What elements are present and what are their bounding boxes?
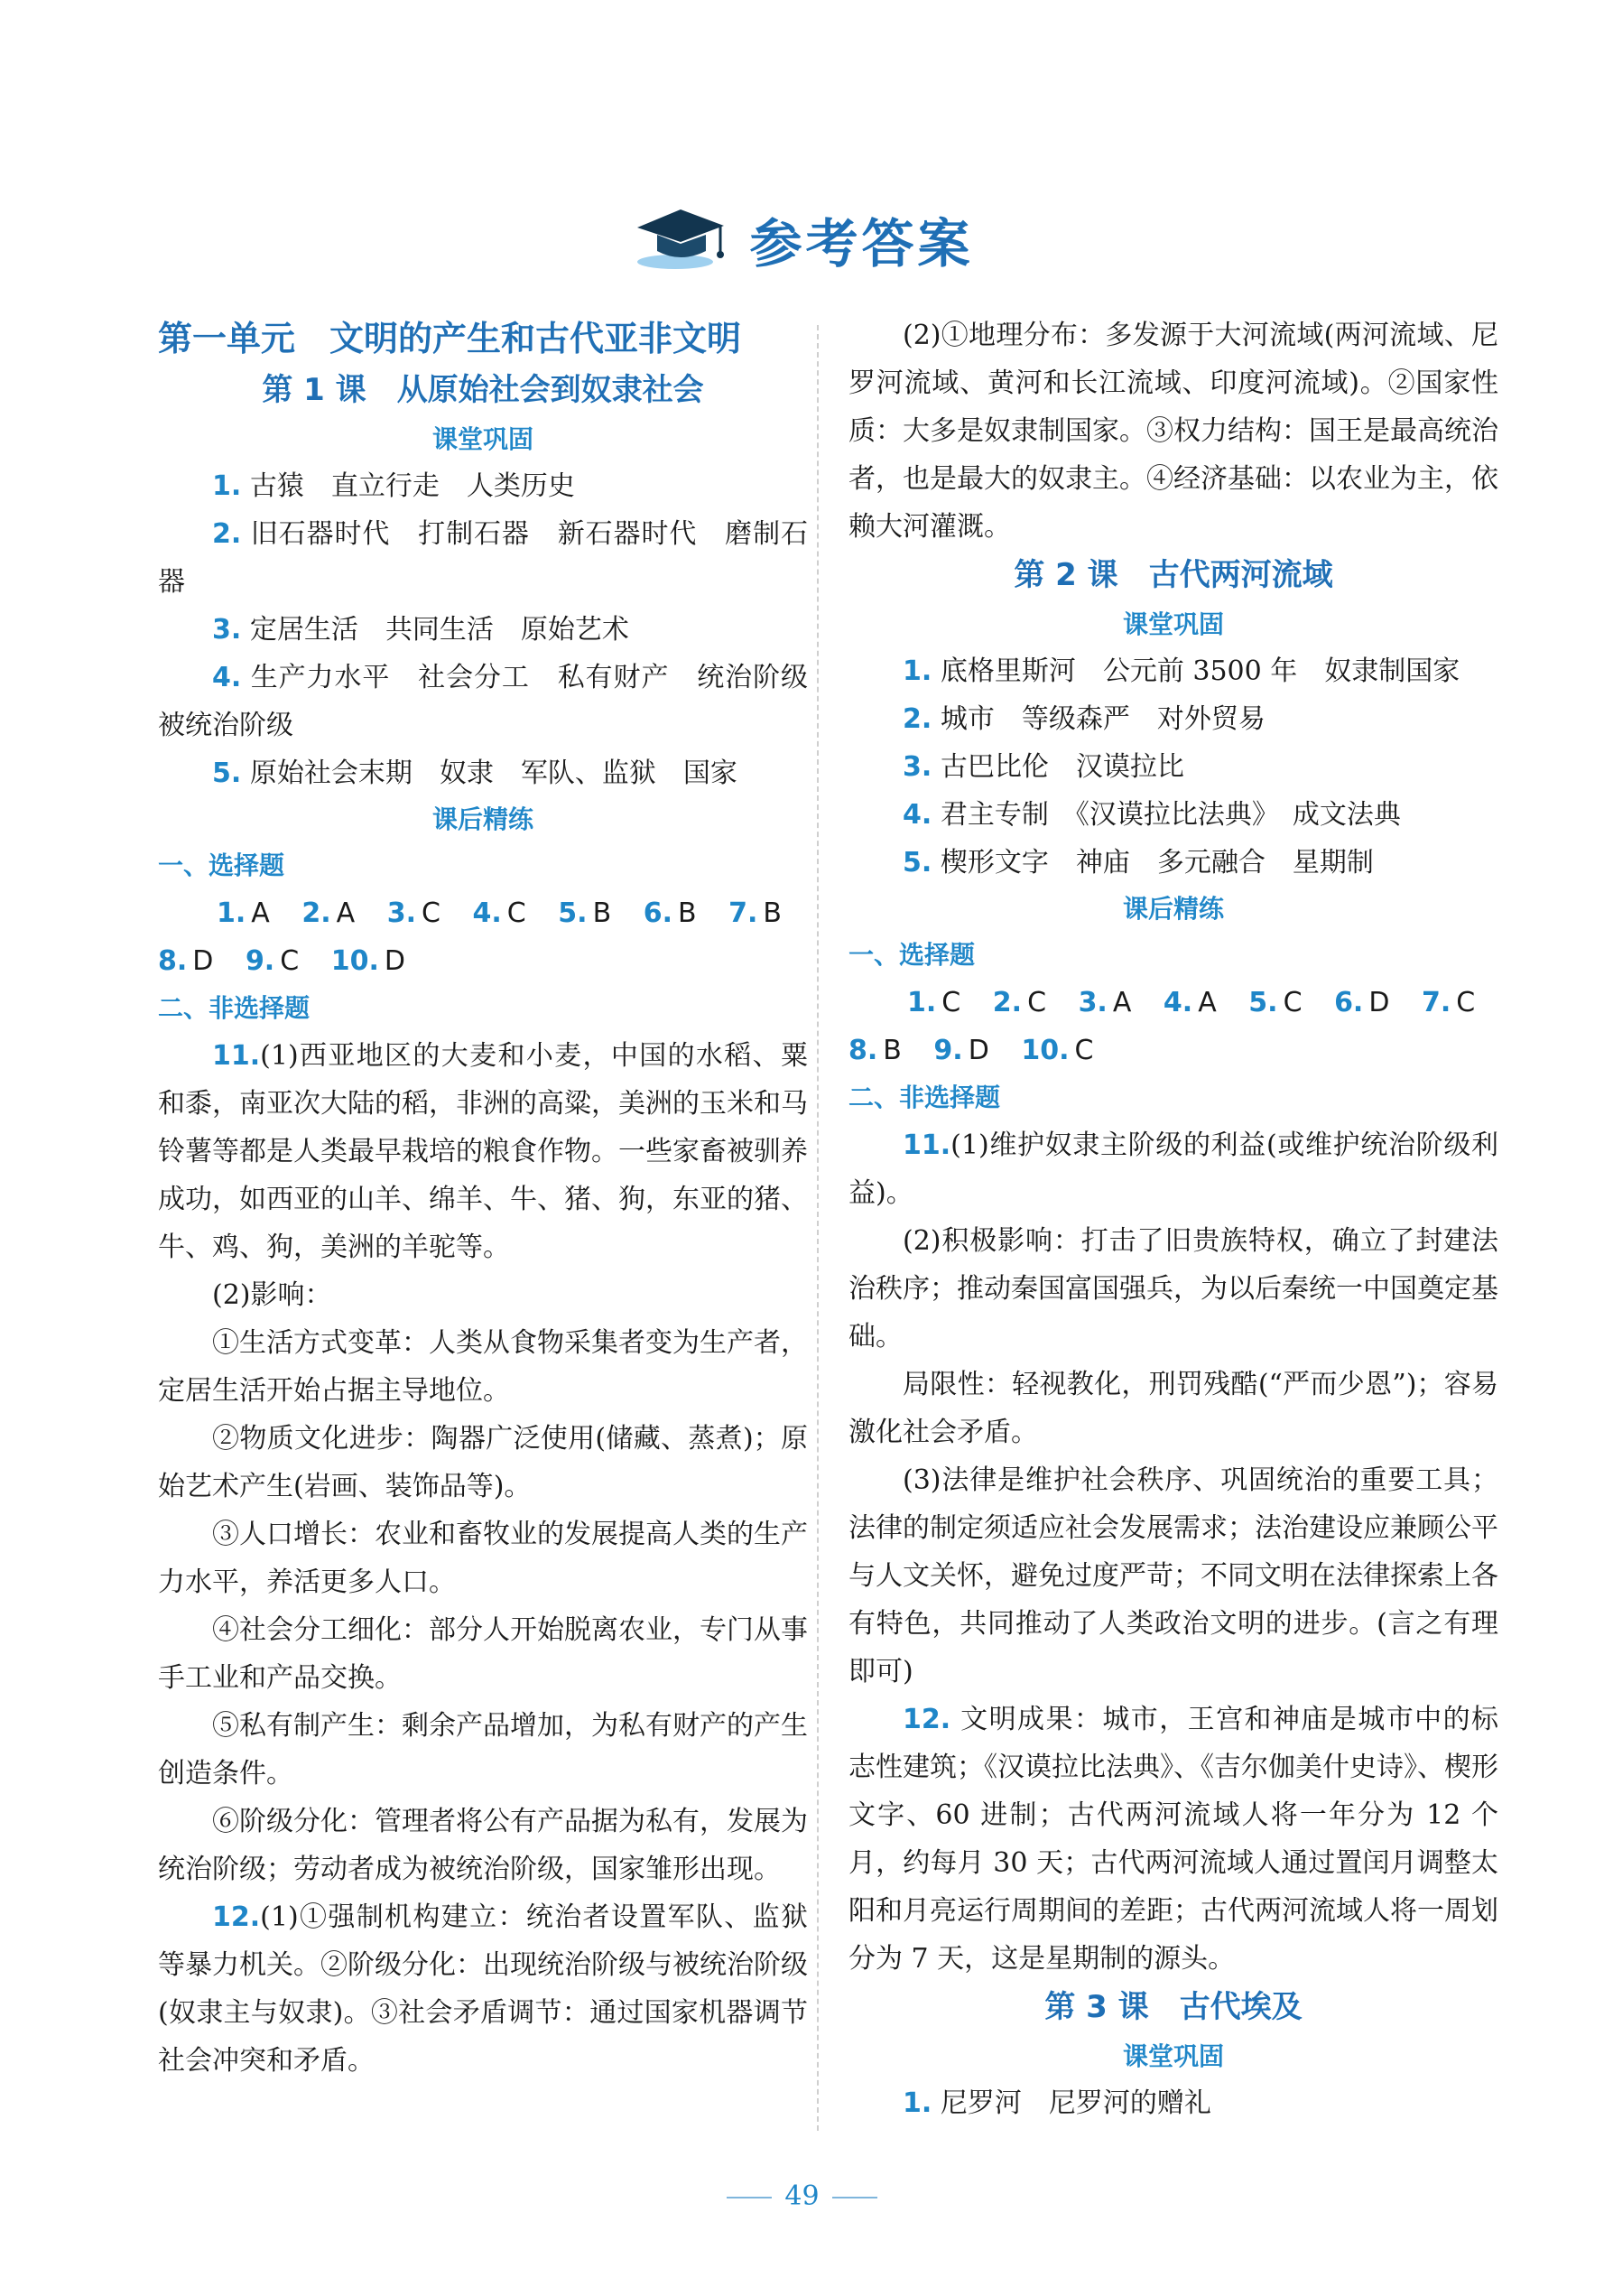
- section-subtitle: 课堂巩固: [1122, 2041, 1224, 2071]
- mc-answers-row: [158, 889, 808, 937]
- lesson-title: 第 2 课 古代两河流域: [1014, 557, 1333, 593]
- answer-paragraph: 12. 文明成果：城市，王宫和神庙是城市中的标志性建筑；《汉谟拉比法典》、《吉尔伽美什史诗》、楔形文字、60 进制；古代两河流域人将一年分为 12 个月，约每月 30 天；古代两河流域人通过置闰月调整太阳和月亮运行周期间的差距；古代两河流域人将一周划分为 7 天，这是星期制的源头。: [848, 1704, 1499, 1975]
- section-heading: 一、选择题: [158, 851, 285, 880]
- answer-paragraph: ⑥阶级分化：管理者将公有产品据为私有，发展为统治阶级；劳动者成为被统治阶级，国家雏形出现。: [158, 1806, 808, 1885]
- list-item: 2. 旧石器时代 打制石器 新石器时代 磨制石器: [158, 518, 808, 598]
- answer-paragraph: ⑤私有制产生：剩余产品增加，为私有财产的产生创造条件。: [158, 1710, 808, 1789]
- mc-answer: 7. B: [728, 897, 782, 929]
- answer-paragraph: (2)积极影响：打击了旧贵族特权，确立了封建法治秩序；推动秦国富国强兵，为以后秦统一中国奠定基础。: [848, 1225, 1498, 1353]
- mc-answer: 10. D: [330, 945, 405, 977]
- list-item: 1. 尼罗河 尼罗河的赠礼: [903, 2087, 1211, 2119]
- answer-paragraph: 12.(1)①强制机构建立：统治者设置军队、监狱等暴力机关。②阶级分化：出现统治阶级与被统治阶级(奴隶主与奴隶)。③社会矛盾调节：通过国家机器调节社会冲突和矛盾。: [158, 1901, 808, 2077]
- list-item: 1. 底格里斯河 公元前 3500 年 奴隶制国家: [903, 655, 1460, 687]
- answer-paragraph: (3)法律是维护社会秩序、巩固统治的重要工具；法律的制定须适应社会发展需求；法治建设应兼顾公平与人文关怀，避免过度严苛；不同文明在法律探索上各有特色，共同推动了人类政治文明的进步。(言之有理即可): [848, 1464, 1498, 1687]
- column-divider: [817, 325, 819, 2131]
- mc-answers-row: [158, 937, 808, 985]
- mc-answer: 7. C: [1422, 987, 1476, 1018]
- list-item: 5. 原始社会末期 奴隶 军队、监狱 国家: [212, 758, 737, 789]
- page-title: 参考答案: [749, 213, 974, 274]
- answer-paragraph: (2)影响：: [212, 1279, 332, 1311]
- section-subtitle: 课堂巩固: [431, 424, 533, 454]
- list-item: 4. 君主专制 《汉谟拉比法典》 成文法典: [903, 799, 1401, 831]
- mc-answer: 4. C: [472, 897, 526, 929]
- page-header: [0, 190, 1604, 289]
- answer-paragraph: 11.(1)维护奴隶主阶级的利益(或维护统治阶级利益)。: [848, 1129, 1498, 1209]
- right-column: [848, 311, 1498, 2127]
- list-item: 1. 古猿 直立行走 人类历史: [212, 470, 575, 502]
- mc-answer: 9. C: [245, 945, 300, 977]
- section-subtitle: 课后精练: [1122, 894, 1224, 924]
- answer-paragraph: ②物质文化进步：陶器广泛使用(储藏、蒸煮)；原始艺术产生(岩画、装饰品等)。: [158, 1423, 808, 1502]
- section-heading: 一、选择题: [848, 940, 976, 970]
- answer-paragraph: 11.(1)西亚地区的大麦和小麦，中国的水稻、粟和黍，南亚次大陆的稻，非洲的高粱，美洲的玉米和马铃薯等都是人类最早栽培的粮食作物。一些家畜被驯养成功，如西亚的山羊、绵羊、牛、猪、狗，东亚的猪、牛、鸡、狗，美洲的羊驼等。: [158, 1040, 808, 1263]
- mc-answer: 4. A: [1163, 987, 1217, 1018]
- mc-answer: 3. C: [386, 897, 440, 929]
- section-subtitle: 课后精练: [431, 804, 533, 834]
- mc-answer: 8. D: [158, 945, 214, 977]
- mc-answer: 1. A: [217, 897, 270, 929]
- left-column: [158, 311, 835, 2085]
- mc-answer: 2. C: [992, 987, 1047, 1018]
- lesson-title: 第 3 课 古代埃及: [1044, 1989, 1303, 2025]
- page-number: 49: [0, 2180, 1604, 2212]
- answer-paragraph: ①生活方式变革：人类从食物采集者变为生产者，定居生活开始占据主导地位。: [158, 1327, 808, 1407]
- list-item: 3. 定居生活 共同生活 原始艺术: [212, 614, 629, 646]
- mc-answer: 8. B: [848, 1035, 902, 1066]
- graduation-cap-icon: [630, 197, 729, 282]
- list-item: 5. 楔形文字 神庙 多元融合 星期制: [903, 847, 1374, 878]
- answer-paragraph: ④社会分工细化：部分人开始脱离农业，专门从事手工业和产品交换。: [158, 1614, 808, 1694]
- mc-answer: 6. B: [643, 897, 697, 929]
- mc-answer: 5. B: [558, 897, 612, 929]
- mc-answer: 5. C: [1248, 987, 1303, 1018]
- list-item: 2. 城市 等级森严 对外贸易: [903, 703, 1266, 735]
- section-subtitle: 课堂巩固: [1122, 609, 1224, 639]
- answer-paragraph: ③人口增长：农业和畜牧业的发展提高人类的生产力水平，养活更多人口。: [158, 1519, 808, 1598]
- answer-paragraph: (2)①地理分布：多发源于大河流域(两河流域、尼罗河流域、黄河和长江流域、印度河流域)。②国家性质：大多是奴隶制国家。③权力结构：国王是最高统治者，也是最大的奴隶主。④经济基础：以农业为主，依赖大河灌溉。: [848, 320, 1498, 543]
- answer-paragraph: 局限性：轻视教化，刑罚残酷(“严而少恩”)；容易激化社会矛盾。: [848, 1369, 1498, 1448]
- section-heading: 二、非选择题: [848, 1083, 1001, 1112]
- mc-answer: 3. A: [1078, 987, 1132, 1018]
- section-heading: 二、非选择题: [158, 993, 311, 1023]
- mc-answer: 6. D: [1334, 987, 1390, 1018]
- lesson-title: 第 1 课 从原始社会到奴隶社会: [262, 372, 704, 408]
- mc-answers-row: [848, 979, 1498, 1027]
- list-item: 3. 古巴比伦 汉谟拉比: [903, 751, 1184, 783]
- mc-answer: 9. D: [933, 1035, 989, 1066]
- mc-answer: 1. C: [907, 987, 961, 1018]
- mc-answer: 2. A: [301, 897, 356, 929]
- mc-answer: 10. C: [1021, 1035, 1094, 1066]
- unit-title: 第一单元 文明的产生和古代亚非文明: [158, 319, 742, 358]
- list-item: 4. 生产力水平 社会分工 私有财产 统治阶级 被统治阶级: [158, 662, 835, 741]
- mc-answers-row: [848, 1027, 1498, 1074]
